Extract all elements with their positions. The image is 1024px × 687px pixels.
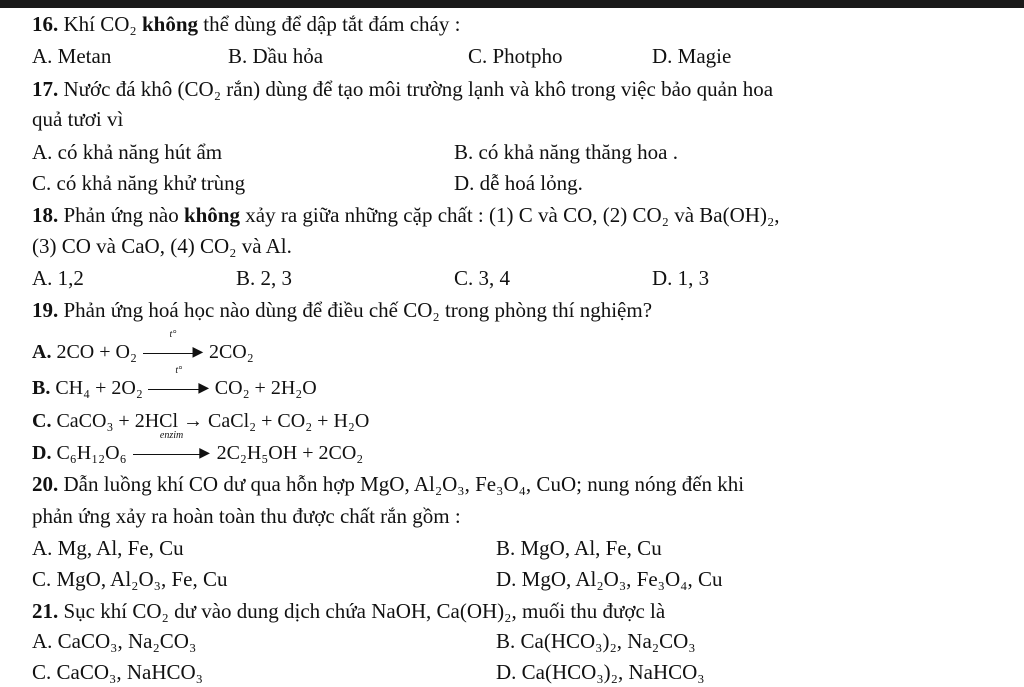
question-number: 16. — [32, 12, 59, 36]
question-19 — [32, 297, 652, 323]
q19-option-d — [32, 430, 364, 467]
reactants: C₆H₁₂O₆ — [56, 442, 127, 464]
question-21 — [32, 598, 665, 624]
reaction-arrow-icon: t° ▶ — [148, 375, 210, 402]
question-text: thể dùng để dập tắt đám cháy : — [198, 12, 461, 36]
q21-option-c: C. CaCO₃, NaHCO₃ — [32, 660, 203, 684]
question-text: Khí CO₂ — [63, 12, 142, 36]
q19-option-b — [32, 365, 317, 402]
q21-option-a: A. CaCO₃, Na₂CO₃ — [32, 629, 197, 653]
reactants: 2CO + O₂ — [56, 341, 137, 363]
emphasis-word: không — [142, 12, 199, 36]
question-18 — [32, 202, 780, 228]
question-text: Phản ứng nào — [63, 203, 184, 227]
q16-option-d: D. Magie — [652, 44, 732, 68]
q20-option-a: A. Mg, Al, Fe, Cu — [32, 536, 184, 560]
emphasis-word: không — [183, 203, 240, 227]
reactants: CH₄ + 2O₂ — [55, 377, 143, 399]
question-text: Phản ứng hoá học nào dùng để điều chế CO₂ trong phòng thí nghiệm? — [63, 298, 653, 322]
q17-option-c: C. có khả năng khử trùng — [32, 171, 246, 195]
q18-option-a: A. 1,2 — [32, 266, 84, 290]
q17-option-d: D. dễ hoá lỏng. — [454, 171, 583, 195]
question-text: xảy ra giữa những cặp chất : (1) C và CO, (2) CO₂ và Ba(OH)₂, — [240, 203, 780, 227]
q17-option-b: B. có khả năng thăng hoa . — [454, 140, 678, 164]
question-text: Sục khí CO₂ dư vào dung dịch chứa NaOH, Ca(OH)₂, muối thu được là — [63, 599, 666, 623]
reaction-arrow-icon: t° ▶ — [142, 339, 204, 366]
question-17-line2: quả tươi vì — [32, 107, 124, 131]
q16-option-a: A. Metan — [32, 44, 112, 68]
products: 2CO₂ — [208, 341, 254, 363]
reaction-arrow-icon: enzim ▶ — [132, 440, 212, 467]
question-number: 19. — [32, 298, 59, 322]
q19-option-a — [32, 329, 254, 366]
q16-option-b: B. Dầu hỏa — [228, 44, 324, 68]
question-number: 21. — [32, 599, 59, 623]
reaction-condition: t° — [169, 329, 177, 340]
question-16 — [32, 11, 460, 37]
option-label: B. — [32, 377, 51, 399]
q18-option-c: C. 3, 4 — [454, 266, 511, 290]
q20-option-b: B. MgO, Al, Fe, Cu — [496, 536, 662, 560]
question-20 — [32, 471, 744, 497]
option-label: D. — [32, 442, 52, 464]
option-label: C. — [32, 410, 52, 432]
equation: CaCO₃ + 2HCl → CaCl₂ + CO₂ + H₂O — [56, 410, 370, 432]
products: 2C₂H₅OH + 2CO₂ — [216, 442, 364, 464]
option-label: A. — [32, 341, 52, 363]
q18-option-d: D. 1, 3 — [652, 266, 710, 290]
q21-option-b: B. Ca(HCO₃)₂, Na₂CO₃ — [496, 629, 696, 653]
q17-option-a: A. có khả năng hút ẩm — [32, 140, 223, 164]
q21-option-d: D. Ca(HCO₃)₂, NaHCO₃ — [496, 660, 705, 684]
question-number: 17. — [32, 77, 59, 101]
products: CO₂ + 2H₂O — [214, 377, 317, 399]
question-text: Nước đá khô (CO₂ rắn) dùng để tạo môi trường lạnh và khô trong việc bảo quản hoa — [63, 77, 774, 101]
question-text: Dẫn luồng khí CO dư qua hỗn hợp MgO, Al₂O₃, Fe₃O₄, CuO; nung nóng đến khi — [63, 472, 745, 496]
question-20-line2: phản ứng xảy ra hoàn toàn thu được chất rắn gồm : — [32, 504, 461, 528]
question-number: 18. — [32, 203, 59, 227]
question-17 — [32, 76, 773, 102]
question-18-line2: (3) CO và CaO, (4) CO₂ và Al. — [32, 234, 292, 258]
reaction-condition: enzim — [159, 430, 184, 441]
q20-option-c: C. MgO, Al₂O₃, Fe, Cu — [32, 567, 228, 591]
top-border — [0, 0, 1024, 8]
q20-option-d: D. MgO, Al₂O₃, Fe₃O₄, Cu — [496, 567, 723, 591]
question-number: 20. — [32, 472, 59, 496]
q16-option-c: C. Photpho — [468, 44, 563, 68]
q18-option-b: B. 2, 3 — [236, 266, 293, 290]
reaction-condition: t° — [175, 365, 183, 376]
